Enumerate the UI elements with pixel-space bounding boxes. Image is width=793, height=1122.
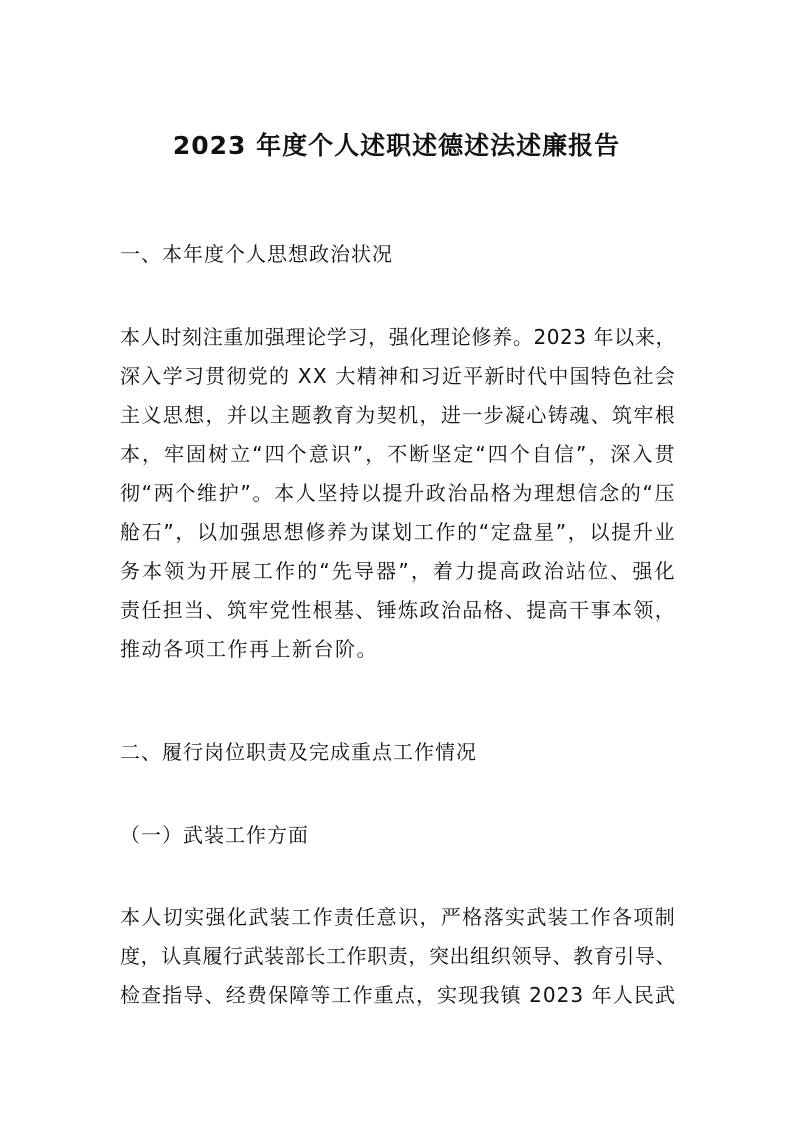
section-1-paragraph: [120, 318, 676, 669]
paragraph-line: 本，牢固树立“四个意识”，不断坚定“四个自信”，深入贯: [120, 442, 676, 466]
section-2-subheading: （一）武装工作方面: [120, 823, 309, 847]
paragraph-line: 务本领为开展工作的“先导器”，着力提高政治站位、强化: [120, 559, 676, 583]
paragraph-line: 检查指导、经费保障等工作重点，实现我镇 2023 年人民武: [120, 983, 676, 1007]
paragraph-line: 推动各项工作再上新台阶。: [120, 637, 378, 661]
section-2-paragraph: [120, 898, 676, 1015]
document-title: 2023 年度个人述职述德述法述廉报告: [172, 131, 621, 160]
paragraph-line: 深入学习贯彻党的 XX 大精神和习近平新时代中国特色社会: [120, 364, 676, 388]
section-2-heading: 二、履行岗位职责及完成重点工作情况: [120, 740, 477, 764]
paragraph-line: 责任担当、筑牢党性根基、锤炼政治品格、提高干事本领，: [120, 598, 676, 622]
paragraph-line: 主义思想，并以主题教育为契机，进一步凝心铸魂、筑牢根: [120, 403, 676, 427]
section-1-heading: 一、本年度个人思想政治状况: [120, 242, 393, 266]
paragraph-line: 本人切实强化武装工作责任意识，严格落实武装工作各项制: [120, 905, 676, 929]
paragraph-line: 彻“两个维护”。本人坚持以提升政治品格为理想信念的“压: [120, 481, 676, 505]
paragraph-line: 度，认真履行武装部长工作职责，突出组织领导、教育引导、: [120, 944, 676, 968]
paragraph-line: 本人时刻注重加强理论学习，强化理论修养。2023 年以来，: [120, 325, 676, 349]
paragraph-line: 舱石”，以加强思想修养为谋划工作的“定盘星”，以提升业: [120, 520, 676, 544]
